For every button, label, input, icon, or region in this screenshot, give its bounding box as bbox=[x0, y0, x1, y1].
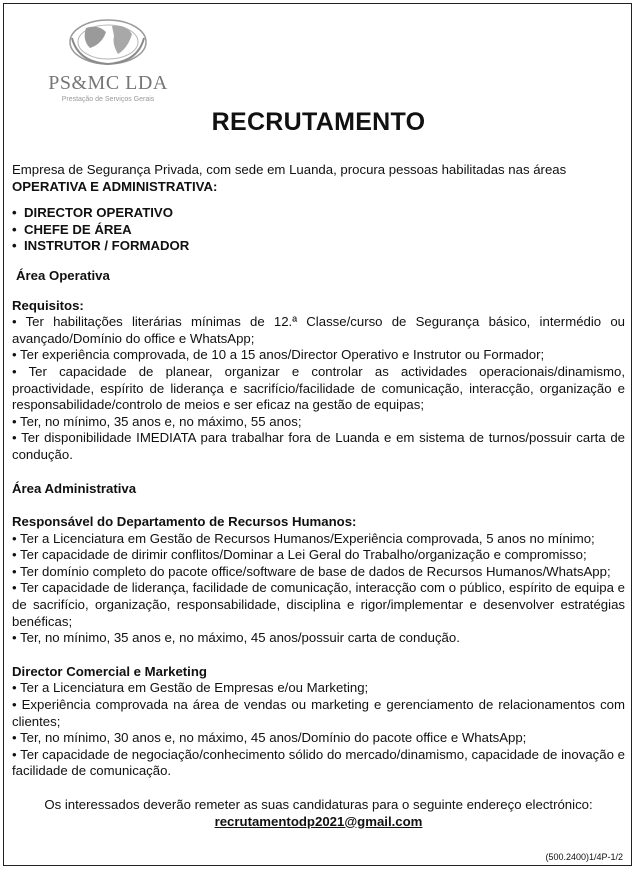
requirement-item: • Ter, no mínimo, 35 anos e, no máximo, 55 anos; bbox=[12, 413, 302, 429]
requirement-item: • Ter, no mínimo, 35 anos e, no máximo, 45 anos/possuir carta de condução. bbox=[12, 630, 460, 646]
administrativa-heading: Área Administrativa bbox=[12, 480, 137, 496]
intro-areas: OPERATIVA E ADMINISTRATIVA: bbox=[12, 178, 218, 194]
requirement-item: • Ter capacidade de planear, organizar e controlar as actividades operacionais/dinamismo, proactividade, espírito de liderança e sacrifício/facilidade de comunicação, interacção, organização e responsabilidade/controlo de meios e ser eficaz na gestão de equipas; bbox=[12, 363, 625, 413]
footer-text: Os interessados deverão remeter as suas candidaturas para o seguinte endereço electrónico: bbox=[44, 797, 593, 812]
operativa-heading: Área Operativa bbox=[16, 267, 110, 283]
positions-list bbox=[12, 205, 625, 255]
comercial-heading: Director Comercial e Marketing bbox=[12, 663, 207, 679]
comercial-requirements bbox=[12, 680, 625, 780]
intro-text: Empresa de Segurança Privada, com sede em Luanda, procura pessoas habilitadas nas áreas bbox=[12, 162, 567, 177]
page-title: RECRUTAMENTO bbox=[211, 108, 426, 136]
globe-icon bbox=[28, 14, 188, 74]
requirement-item: • Ter a Licenciatura em Gestão de Recursos Humanos/Experiência comprovada, 5 anos no mínimo; bbox=[12, 530, 595, 546]
ad-reference-code: (500.2400)1/4P-1/2 bbox=[545, 852, 623, 862]
logo-tagline: Prestação de Serviços Gerais bbox=[61, 96, 155, 103]
position-item: • CHEFE DE ÁREA bbox=[12, 222, 625, 239]
contact-email-link[interactable]: recrutamentodp2021@gmail.com bbox=[214, 813, 423, 829]
operativa-requirements bbox=[12, 314, 625, 463]
requirement-item: • Ter experiência comprovada, de 10 a 15 anos/Director Operativo e Instrutor ou Formador; bbox=[12, 347, 545, 363]
logo-name: PS&MC LDA bbox=[48, 72, 168, 94]
position-item: • DIRECTOR OPERATIVO bbox=[12, 205, 625, 222]
requisitos-heading: Requisitos: bbox=[12, 297, 84, 313]
requirement-item: • Ter domínio completo do pacote office/software de base de dados de Recursos Humanos/WhatsApp; bbox=[12, 563, 611, 579]
requirement-item: • Ter, no mínimo, 30 anos e, no máximo, 45 anos/Domínio do pacote office e WhatsApp; bbox=[12, 730, 527, 746]
requirement-item: • Ter habilitações literárias mínimas de 12.ª Classe/curso de Segurança básico, intermédio ou avançado/Domínio do office e WhatsApp; bbox=[12, 314, 625, 346]
requirement-item: • Ter a Licenciatura em Gestão de Empresas e/ou Marketing; bbox=[12, 680, 369, 696]
requirement-item: • Ter capacidade de dirimir conflitos/Dominar a Lei Geral do Trabalho/organização e compromisso; bbox=[12, 547, 587, 563]
rh-requirements bbox=[12, 531, 625, 647]
ad-body bbox=[12, 162, 625, 830]
requirement-item: • Ter capacidade de negociação/conhecimento sólido do mercado/dinamismo, capacidade de inovação e facilidade de comunicação. bbox=[12, 746, 625, 779]
requirement-item: • Ter capacidade de liderança, facilidade de comunicação, interacção com o público, espírito de equipa e de sacrifício, organização, responsabilidade, disciplina e rigor/implementar e desenvolver estratégias benéficas; bbox=[12, 580, 625, 629]
requirement-item: • Experiência comprovada na área de vendas ou marketing e gerenciamento de relacionamentos com clientes; bbox=[12, 697, 625, 729]
requirement-item: • Ter disponibilidade IMEDIATA para trabalhar fora de Luanda e em sistema de turnos/possuir carta de condução. bbox=[12, 430, 625, 462]
company-logo bbox=[28, 14, 188, 104]
position-item: • INSTRUTOR / FORMADOR bbox=[12, 238, 625, 255]
rh-heading: Responsável do Departamento de Recursos Humanos: bbox=[12, 514, 357, 530]
